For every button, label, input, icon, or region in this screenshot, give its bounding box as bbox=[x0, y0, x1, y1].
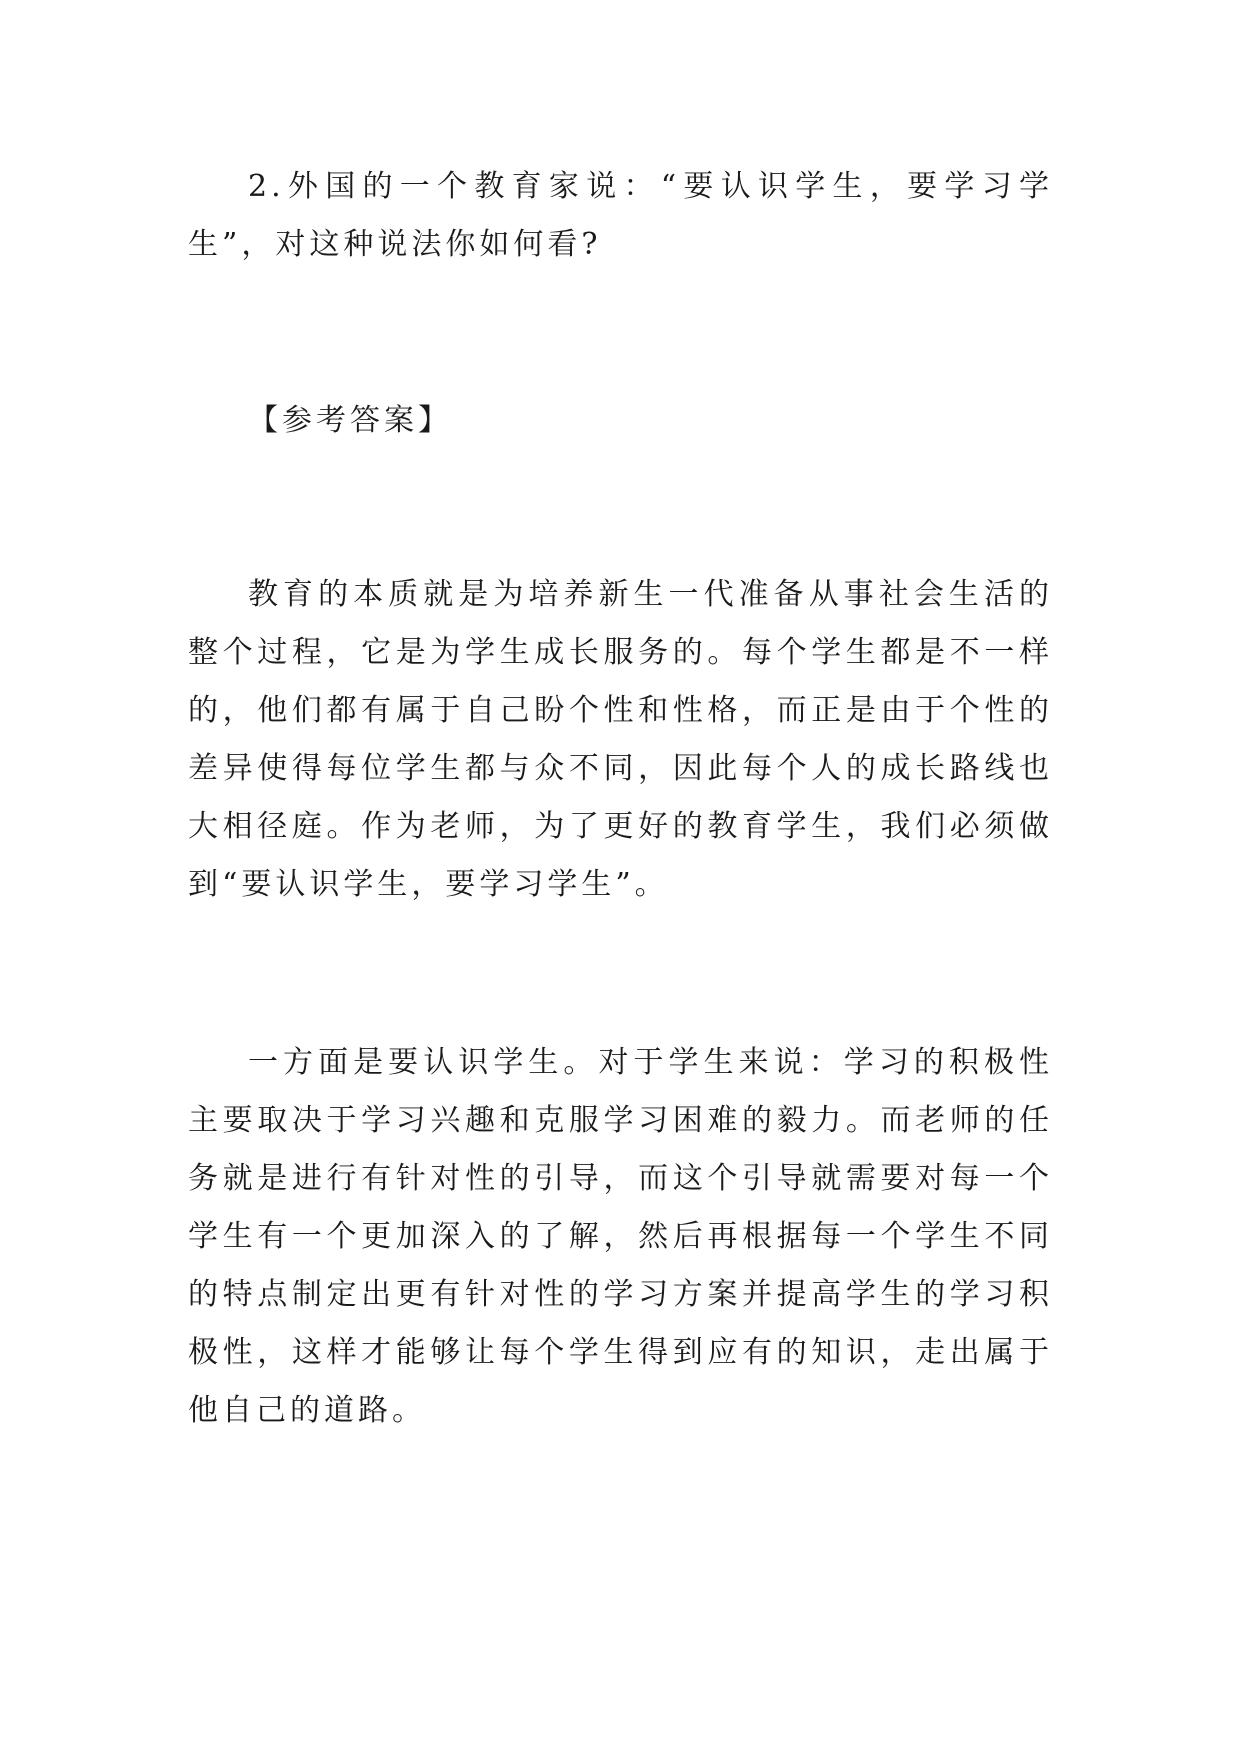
answer-paragraph-2: 一方面是要认识学生。对于学生来说：学习的积极性主要取决于学习兴趣和克服学习困难的毅力。而老师的任务就是进行有针对性的引导，而这个引导就需要对每一个学生有一个更加深入的了解，然后再根据每一个学生不同的特点制定出更有针对性的学习方案并提高学生的学习积极性，这样才能够让每个学生得到应有的知识，走出属于他自己的道路。 bbox=[188, 1045, 1053, 1428]
question-text: 2.外国的一个教育家说：“要认识学生，要学习学生”，对这种说法你如何看? bbox=[188, 169, 1053, 262]
answer-paragraph-1: 教育的本质就是为培养新生一代准备从事社会生活的整个过程，它是为学生成长服务的。每个学生都是不一样的，他们都有属于自己盼个性和性格，而正是由于个性的差异使得每位学生都与众不同，因此每个人的成长路线也大相径庭。作为老师，为了更好的教育学生，我们必须做到“要认识学生，要学习学生”。 bbox=[188, 577, 1053, 902]
reference-answer-heading: 【参考答案】 bbox=[248, 403, 452, 438]
